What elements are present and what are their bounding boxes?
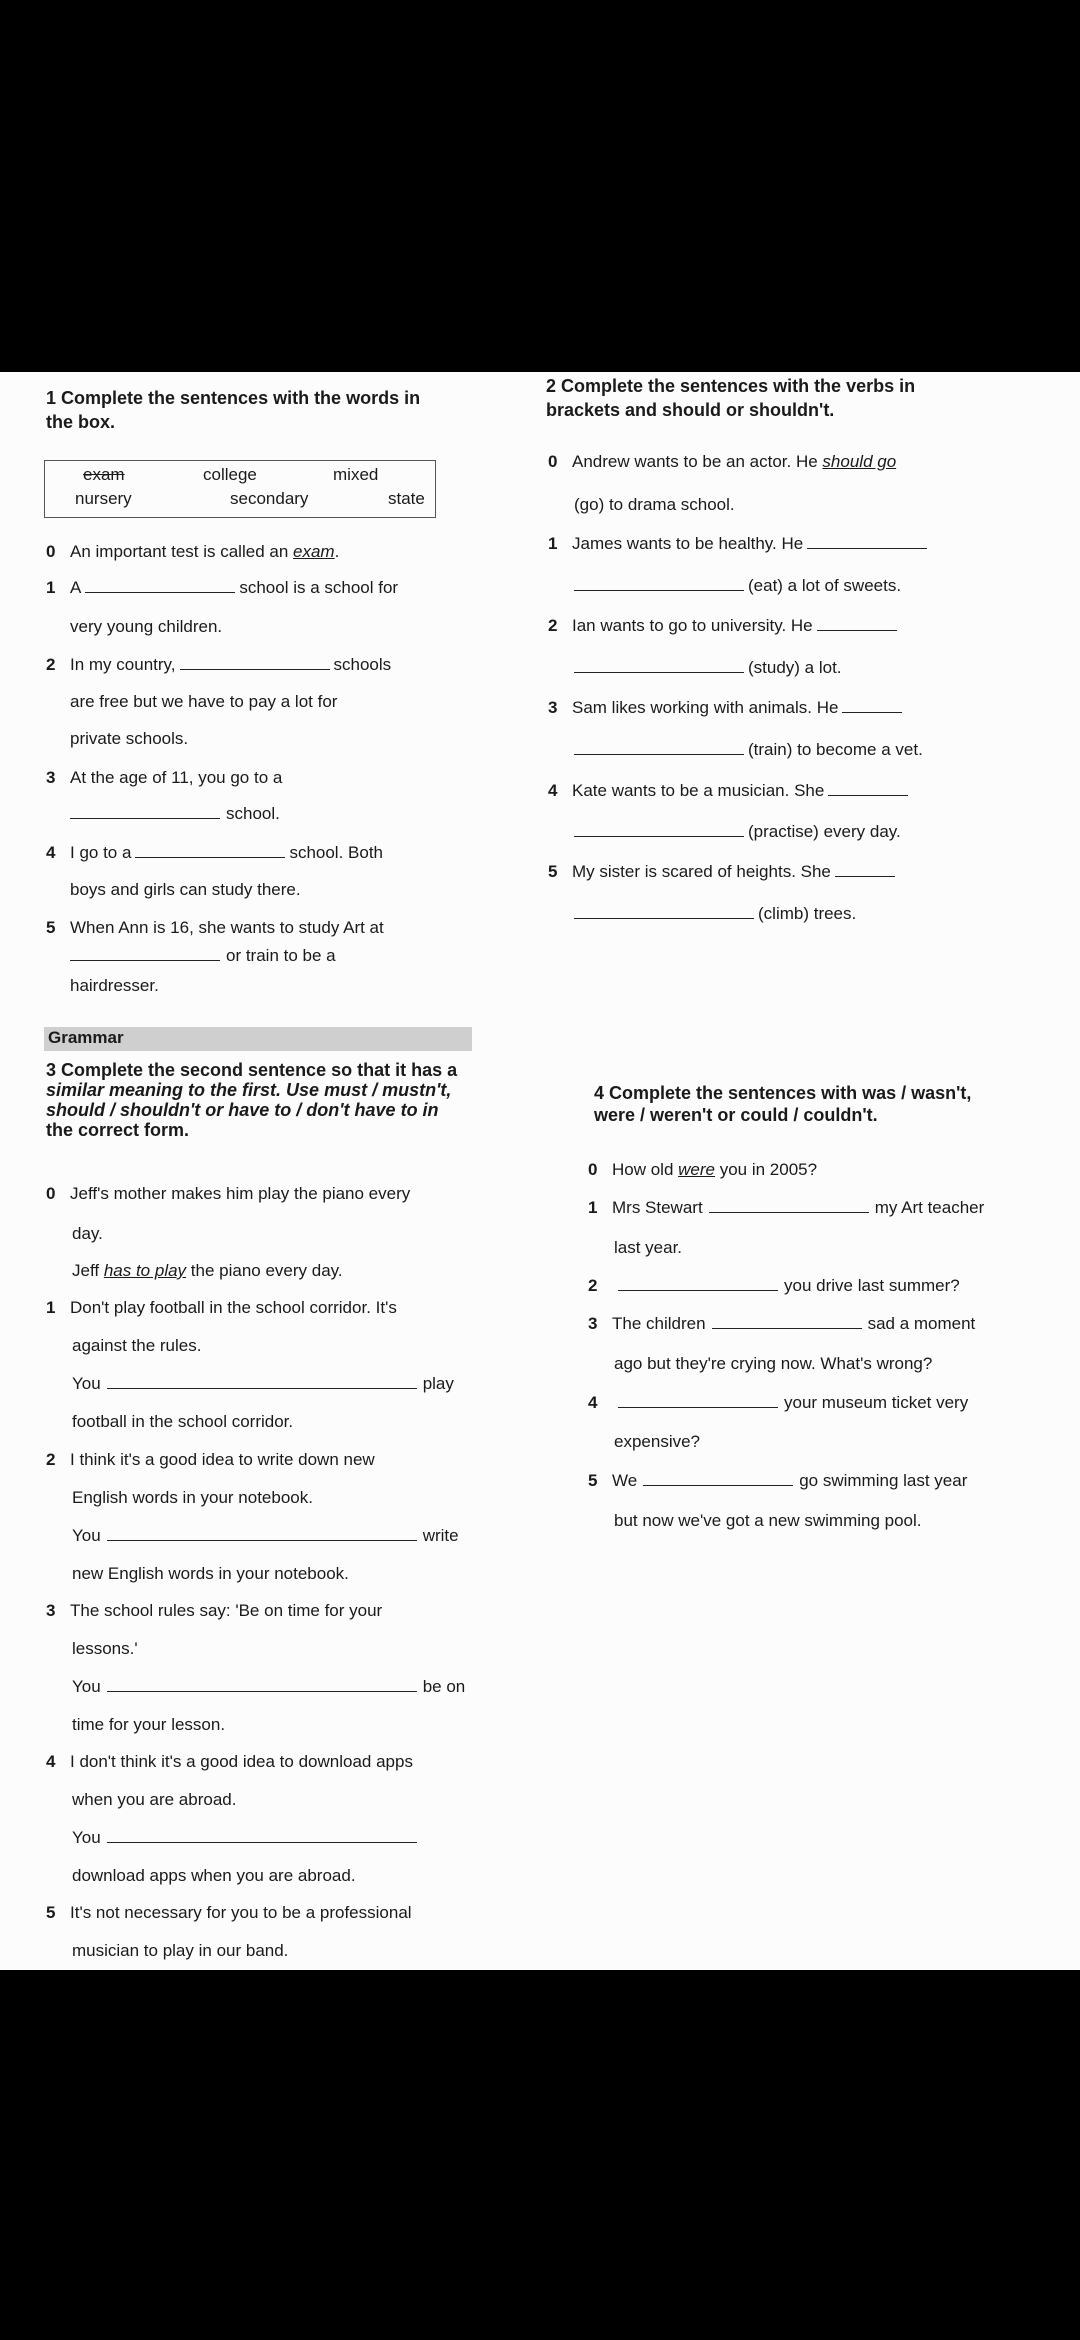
ex1-heading: 1 Complete the sentences with the words in the box. <box>46 388 421 432</box>
answer-blank[interactable] <box>574 904 754 919</box>
ex1-item-2-cont: are free but we have to pay a lot for <box>70 692 338 711</box>
ex4-item-4: 4 your museum ticket very <box>588 1393 969 1412</box>
answer-blank[interactable] <box>107 1677 417 1692</box>
answer-blank[interactable] <box>135 843 285 858</box>
ex3-item-1: 1 Don't play football in the school corridor. It's <box>46 1298 397 1317</box>
ex2-item-1-cont: (eat) a lot of sweets. <box>574 576 901 596</box>
answer-blank[interactable] <box>842 698 902 713</box>
ex3-item-4: 4 I don't think it's a good idea to download apps <box>46 1752 413 1771</box>
answer-blank[interactable] <box>618 1393 778 1408</box>
answer-blank[interactable] <box>107 1828 417 1843</box>
ex4-item-0: 0 How old were you in 2005? <box>588 1160 818 1179</box>
ex2-item-3: 3 Sam likes working with animals. He <box>548 698 902 718</box>
word-box-item: mixed <box>333 465 379 484</box>
ex3-item-2-answer: You write <box>72 1526 459 1545</box>
ex3-item-2-cont: English words in your notebook. <box>72 1488 313 1507</box>
ex2-item-5-cont: (climb) trees. <box>574 904 856 924</box>
ex2-item-4: 4 Kate wants to be a musician. She <box>548 781 908 801</box>
ex3-item-3: 3 The school rules say: 'Be on time for your <box>46 1601 383 1620</box>
ex3-item-3-answer: You be on <box>72 1677 466 1696</box>
ex1-item-3-cont: school. <box>70 804 280 824</box>
ex2-item-5: 5 My sister is scared of heights. She <box>548 862 895 882</box>
grammar-section-bar <box>44 1027 472 1051</box>
ex1-item-1-cont: very young children. <box>70 617 223 636</box>
answer-blank[interactable] <box>817 616 897 631</box>
ex1-item-0: 0 An important test is called an exam. <box>46 542 340 561</box>
ex2-item-1: 1 James wants to be healthy. He <box>548 534 927 554</box>
answer-blank[interactable] <box>574 740 744 755</box>
ex3-item-5-cont: musician to play in our band. <box>72 1941 289 1960</box>
ex3-item-1-cont: against the rules. <box>72 1336 202 1355</box>
ex4-item-1: 1 Mrs Stewart my Art teacher <box>588 1198 985 1217</box>
word-box-item: college <box>203 465 257 484</box>
ex1-item-4: 4 I go to a school. Both <box>46 843 383 862</box>
ex3-item-0: 0 Jeff's mother makes him play the piano every <box>46 1184 411 1203</box>
ex3-item-4-cont2: download apps when you are abroad. <box>72 1866 356 1885</box>
ex4-item-5: 5 We go swimming last year <box>588 1471 968 1490</box>
answer-blank[interactable] <box>574 822 744 837</box>
ex2-item-3-cont: (train) to become a vet. <box>574 740 923 760</box>
ex3-item-0-cont: day. <box>72 1224 103 1243</box>
ex4-item-4-cont: expensive? <box>614 1432 701 1451</box>
answer-blank[interactable] <box>107 1526 417 1541</box>
ex3-item-2: 2 I think it's a good idea to write down new <box>46 1450 375 1469</box>
word-box-item: state <box>388 489 425 508</box>
ex1-item-1: 1 A school is a school for <box>46 578 399 597</box>
answer-blank[interactable] <box>574 576 744 591</box>
ex3-heading: 3 Complete the second sentence so that it has a similar meaning to the first. Use must / mustn't, should / shouldn't or have to / don't have to in the correct form. <box>46 1060 458 1140</box>
ex3-item-5: 5 It's not necessary for you to be a professional <box>46 1903 412 1922</box>
ex3-item-4-answer: You <box>72 1828 417 1848</box>
answer-blank[interactable] <box>107 1374 417 1389</box>
word-box-item: secondary <box>230 489 309 508</box>
ex1-item-2: 2 In my country, schools <box>46 655 392 674</box>
answer-blank[interactable] <box>180 655 330 670</box>
ex1-item-5-cont: or train to be a <box>70 946 336 966</box>
ex2-item-0-cont: (go) to drama school. <box>574 495 735 514</box>
ex2-heading: 2 Complete the sentences with the verbs in brackets and should or shouldn't. <box>546 376 916 420</box>
answer-blank[interactable] <box>807 534 927 549</box>
ex3-item-2-cont2: new English words in your notebook. <box>72 1564 349 1583</box>
answer-blank[interactable] <box>618 1276 778 1291</box>
word-box <box>44 460 436 518</box>
answer-blank[interactable] <box>835 862 895 877</box>
answer-blank[interactable] <box>85 578 235 593</box>
ex2-item-4-cont: (practise) every day. <box>574 822 901 842</box>
ex1-item-5: 5 When Ann is 16, she wants to study Art at <box>46 918 384 937</box>
word-box-item: nursery <box>75 489 132 508</box>
answer-blank[interactable] <box>709 1198 869 1213</box>
answer-blank[interactable] <box>70 946 220 961</box>
ex1-item-2-cont2: private schools. <box>70 729 189 748</box>
ex4-item-2: 2 you drive last summer? <box>588 1276 960 1295</box>
ex1-item-4-cont: boys and girls can study there. <box>70 880 301 899</box>
answer-blank[interactable] <box>828 781 908 796</box>
answer-blank[interactable] <box>574 658 744 673</box>
ex2-item-2: 2 Ian wants to go to university. He <box>548 616 897 636</box>
ex3-item-1-cont2: football in the school corridor. <box>72 1412 294 1431</box>
ex3-item-0-answer: Jeff has to play the piano every day. <box>72 1261 343 1280</box>
ex3-item-1-answer: You play <box>72 1374 454 1393</box>
grammar-label: Grammar <box>48 1028 124 1047</box>
ex3-item-3-cont2: time for your lesson. <box>72 1715 226 1734</box>
ex3-item-4-cont: when you are abroad. <box>72 1790 237 1809</box>
ex4-item-3: 3 The children sad a moment <box>588 1314 976 1333</box>
ex2-item-2-cont: (study) a lot. <box>574 658 842 678</box>
ex3-item-3-cont: lessons.' <box>72 1639 138 1658</box>
ex4-item-5-cont: but now we've got a new swimming pool. <box>614 1511 922 1530</box>
answer-blank[interactable] <box>643 1471 793 1486</box>
answer-blank[interactable] <box>712 1314 862 1329</box>
ex1-item-3: 3 At the age of 11, you go to a <box>46 768 283 787</box>
answer-blank[interactable] <box>70 804 220 819</box>
ex2-item-0: 0 Andrew wants to be an actor. He should go <box>548 452 897 471</box>
ex1-item-5-cont2: hairdresser. <box>70 976 159 995</box>
word-box-item: exam <box>83 465 125 484</box>
ex4-item-3-cont: ago but they're crying now. What's wrong? <box>614 1354 933 1373</box>
ex4-item-1-cont: last year. <box>614 1238 683 1257</box>
ex4-heading: 4 Complete the sentences with was / wasn't, were / weren't or could / couldn't. <box>594 1083 972 1125</box>
